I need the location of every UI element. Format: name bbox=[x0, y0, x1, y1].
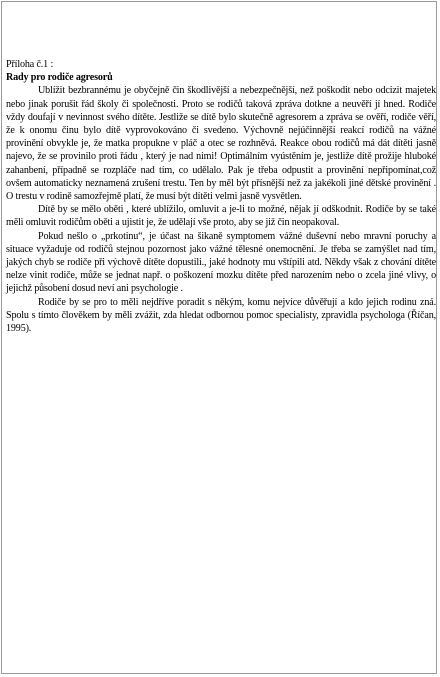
paragraph: Rodiče by se pro to měli nejdříve poradit s někým, komu nejvíce důvěřují a kdo jejich rodinu zná. Spolu s tímto člověkem by měli zvážit, zda hledat odbornou pomoc specialisty, zpravidla psychologa (Říčan, 1995). bbox=[6, 296, 436, 335]
section-heading: Rady pro rodiče agresorů bbox=[6, 72, 113, 84]
paragraph: Dítě by se mělo oběti , které ublížilo, omluvit a je-li to možné, nějak jí odškodnit. Rodiče by se také měli omluvit rodičům oběti a ujistit je, že udělají vše proto, aby se již čin neopakoval. bbox=[6, 204, 436, 229]
appendix-label: Příloha č.1 : bbox=[6, 59, 54, 70]
paragraph: Ublížit bezbrannému je obyčejně čin škodlivější a nebezpečnější, než poškodit nebo odcizit majetek nebo jinak porušit řád školy či společnosti. Proto se rodičů taková zpráva dotkne a neuvěří jí hned. Rodiče vždy doufají v nevinnost svého dítěte. Jestliže se dítě bylo skutečně agresorem a zpráva se ověří, rodiče věří, že k onomu činu bylo dítě vyprovokováno či svedeno. Výchovně nejúčinnější reakcí rodičů na vážné provinění obvykle je, že matka propukne v pláč a otec se rozhněvá. Reakce obou rodičů má dát dítěti jasně najevo, že se provinilo proti řádu , který je nad nimi! Optimálním vyústěním je, jestliže dítě prožije hluboké zahanbení, případně se rozpláče nad tím, co udělalo. Pak je třeba odpustit a provinění nepřipomínat,což ovšem automaticky neznamená zrušení trestu. Ten by měl být přísnější než za jakékoli jiné dětské provinění . O trestu v rodině samozřejmě platí, že musí být dítěti velmi jasně vysvětlen. bbox=[6, 85, 436, 203]
paragraph: Pokud nešlo o „prkotinu“, je účast na šikaně symptomem vážné duševní nebo mravní poruchy a situace vyžaduje od rodičů stejnou pozornost jako vážné tělesné onemocnění. Je třeba se zamýšlet nad tím, jakých chyb se rodiče při výchově dítěte dopustili., jaké hodnoty mu vštípili atd. Někdy však z chování dítěte nelze vinit rodiče, může se jednat např. o poškození mozku dítěte před narozením nebo o zcela jiné vlivy, o jejichž působení dosud neví ani psychologie . bbox=[6, 230, 436, 295]
document-body bbox=[6, 58, 436, 335]
text-box-frame bbox=[1, 1, 437, 674]
